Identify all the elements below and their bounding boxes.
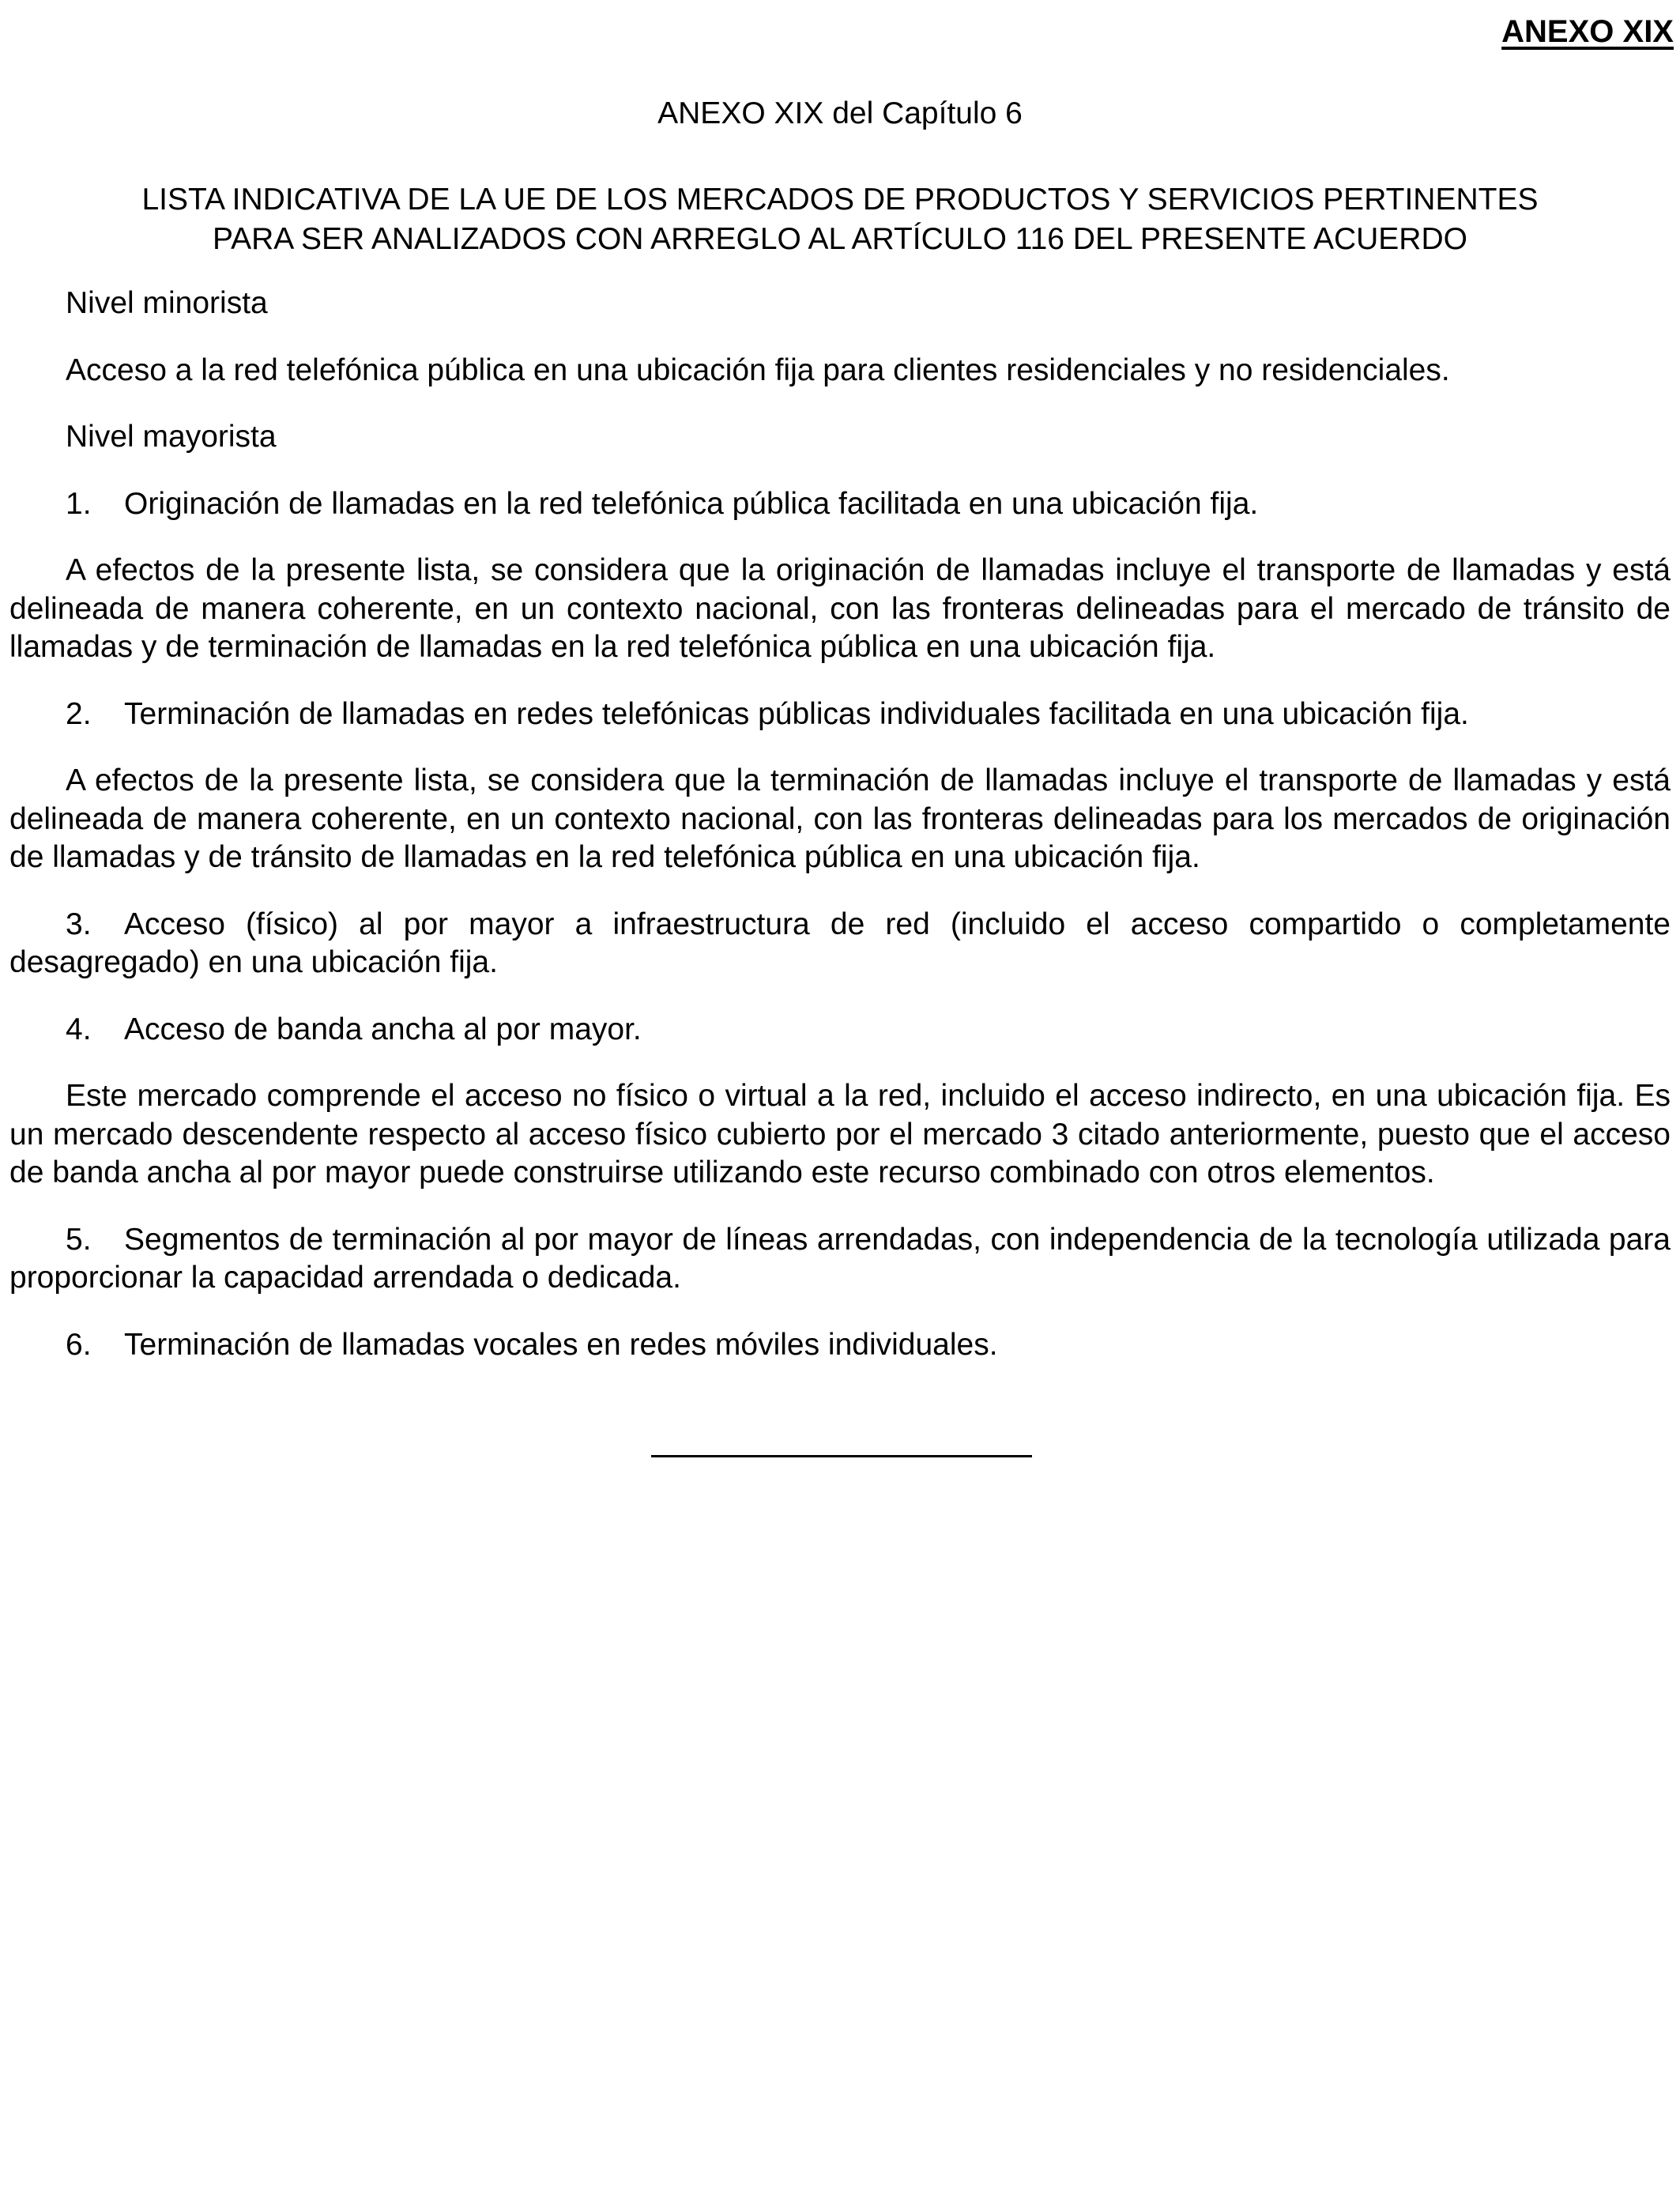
item-number: 2. (66, 696, 92, 731)
retail-section-label: Nivel minorista (66, 286, 268, 320)
wholesale-section-label: Nivel mayorista (66, 420, 277, 454)
wholesale-item-3 (9, 906, 1671, 982)
item-text: Segmentos de terminación al por mayor de líneas arrendadas, con independencia de la tecnología utilizada para proporcionar la capacidad arrendada o dedicada. (9, 1222, 1671, 1295)
main-heading (0, 180, 1680, 259)
wholesale-item-5 (9, 1221, 1671, 1298)
wholesale-item-4 (9, 1011, 1671, 1050)
item-text: Acceso de banda ancha al por mayor. (124, 1012, 642, 1046)
item-text: Terminación de llamadas en redes telefónicas públicas individuales facilitada en una ubicación fija. (124, 696, 1469, 731)
wholesale-item-1 (9, 485, 1671, 524)
wholesale-item-1-note: A efectos de la presente lista, se considera que la originación de llamadas incluye el transporte de llamadas y está delineada de manera coherente, en un contexto nacional, con las fronteras delineadas para el mercado de tránsito de llamadas y de terminación de llamadas en la red telefónica pública en una ubicación fija. (9, 553, 1671, 664)
end-divider (651, 1455, 1032, 1457)
item-text: Originación de llamadas en la red telefónica pública facilitada en una ubicación fija. (124, 486, 1259, 521)
wholesale-item-2-note: A efectos de la presente lista, se considera que la terminación de llamadas incluye el transporte de llamadas y está delineada de manera coherente, en un contexto nacional, con las fronteras delineadas para los mercados de originación de llamadas y de tránsito de llamadas en la red telefónica pública en una ubicación fija. (9, 763, 1671, 874)
annex-tag: ANEXO XIX (1501, 14, 1674, 49)
chapter-title: ANEXO XIX del Capítulo 6 (657, 96, 1023, 130)
item-number: 1. (66, 486, 92, 521)
item-number: 6. (66, 1327, 92, 1362)
main-heading-line-2: PARA SER ANALIZADOS CON ARREGLO AL ARTÍCULO 116 DEL PRESENTE ACUERDO (213, 222, 1467, 256)
wholesale-item-4-note: Este mercado comprende el acceso no físico o virtual a la red, incluido el acceso indirecto, en una ubicación fija. Es un mercado descendente respecto al acceso físico cubierto por el mercado 3 citado anteriormente, puesto que el acceso de banda ancha al por mayor puede construirse utilizando este recurso combinado con otros elementos. (9, 1079, 1671, 1189)
wholesale-item-2 (9, 696, 1671, 734)
wholesale-item-6 (9, 1326, 1671, 1365)
retail-market-text: Acceso a la red telefónica pública en una ubicación fija para clientes residenciales y no residenciales. (66, 352, 1450, 387)
item-text: Acceso (físico) al por mayor a infraestructura de red (incluido el acceso compartido o completamente desagregado) en una ubicación fija. (9, 907, 1671, 979)
item-number: 3. (66, 907, 92, 941)
main-heading-line-1: LISTA INDICATIVA DE LA UE DE LOS MERCADOS DE PRODUCTOS Y SERVICIOS PERTINENTES (141, 183, 1539, 217)
item-number: 5. (66, 1222, 92, 1257)
item-number: 4. (66, 1012, 92, 1046)
document-body (9, 285, 1671, 1393)
item-text: Terminación de llamadas vocales en redes móviles individuales. (124, 1327, 998, 1362)
